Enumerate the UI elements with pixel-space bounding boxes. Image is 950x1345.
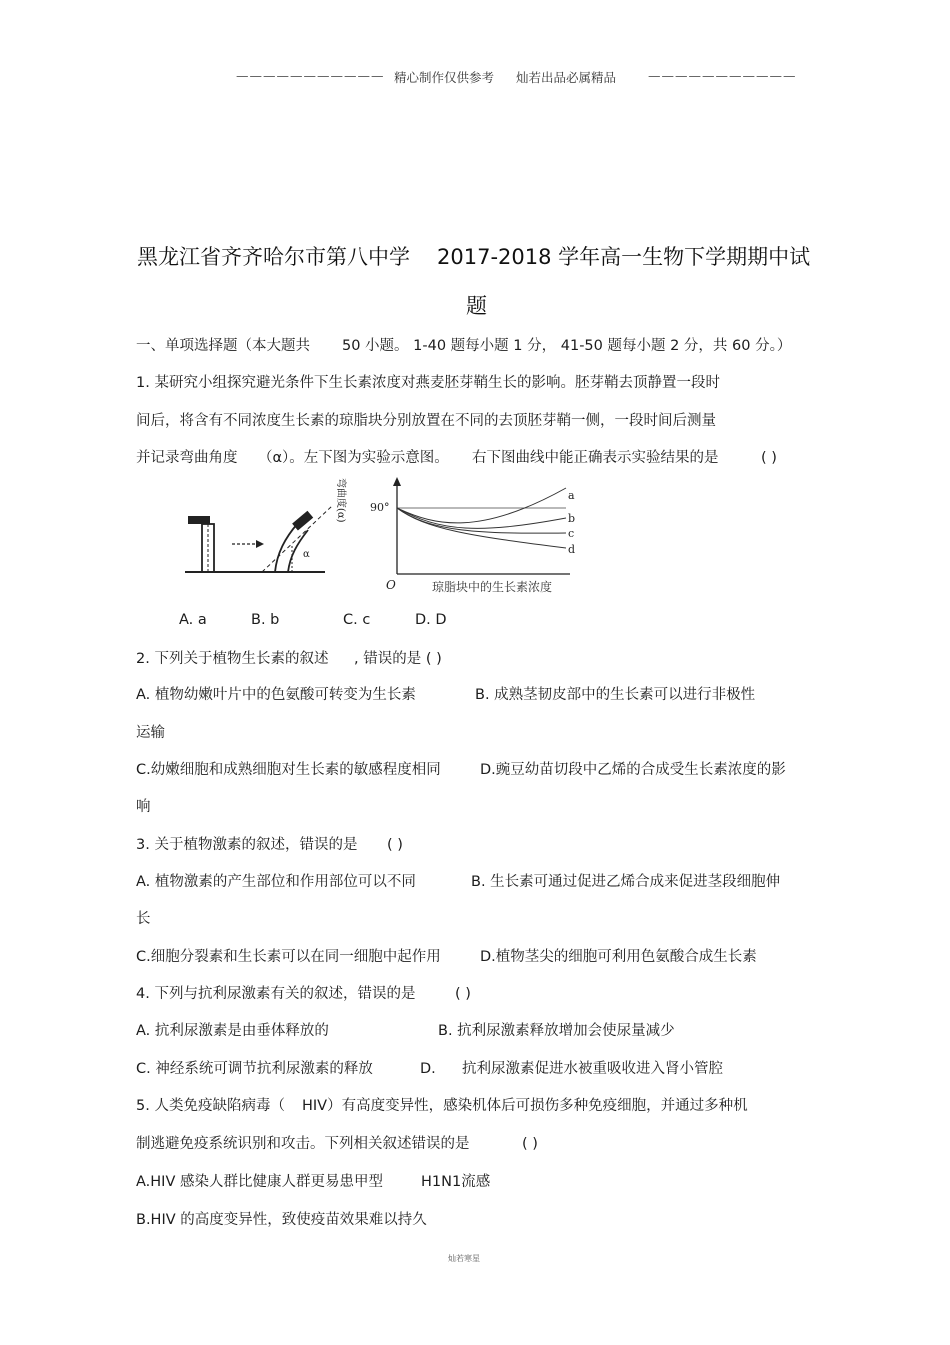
q2-stem-part2: , 错误的是 ( )	[354, 651, 442, 667]
q2-option-d-cont: 响	[136, 799, 151, 815]
title-line1-part2: 2017-2018 学年高一生物下学期期中试	[437, 245, 811, 269]
q2-option-d: D.豌豆幼苗切段中乙烯的合成受生长素浓度的影	[480, 762, 786, 778]
footer-text: 灿若寒星	[448, 1254, 480, 1263]
header-dashes-left: ———————————	[236, 68, 385, 83]
q4-option-a: A. 抗利尿激素是由垂体释放的	[136, 1023, 329, 1039]
q1-line3-part2: （α）。左下图为实验示意图。	[258, 450, 449, 466]
q3-stem-part2: ( )	[387, 837, 403, 853]
q1-option-a: A. a	[179, 612, 207, 628]
title-line1-part1: 黑龙江省齐齐哈尔市第八中学	[137, 245, 410, 269]
q1-line1: 1. 某研究小组探究避光条件下生长素浓度对燕麦胚芽鞘生长的影响。胚芽鞘去顶静置一段时	[136, 375, 720, 391]
title-line2: 题	[466, 294, 487, 318]
curve-label-a: a	[568, 489, 575, 502]
q1-option-d: D. D	[415, 612, 447, 628]
q4-option-d-label: D.	[420, 1061, 436, 1077]
experiment-diagram	[180, 478, 345, 578]
y-tick-90: 90°	[370, 501, 390, 514]
q1-line2: 间后，将含有不同浓度生长素的琼脂块分别放置在不同的去顶胚芽鞘一侧，一段时间后测量	[136, 413, 716, 429]
q3-stem-part1: 3. 关于植物激素的叙述，错误的是	[136, 837, 358, 853]
y-axis-label: 弯曲度(α)	[335, 478, 346, 523]
q2-option-a: A. 植物幼嫩叶片中的色氨酸可转变为生长素	[136, 687, 416, 703]
q3-option-d: D.植物茎尖的细胞可利用色氨酸合成生长素	[480, 949, 757, 965]
q1-option-b: B. b	[251, 612, 280, 628]
q3-option-a: A. 植物激素的产生部位和作用部位可以不同	[136, 874, 416, 890]
q5-option-a-part2: H1N1流感	[421, 1174, 491, 1190]
origin-label: O	[386, 578, 396, 592]
q5-option-a-part1: A.HIV 感染人群比健康人群更易患甲型	[136, 1174, 383, 1190]
x-axis-label: 琼脂块中的生长素浓度	[432, 580, 553, 594]
header-dashes-right: ———————————	[648, 68, 797, 83]
header-left-text: 精心制作仅供参考	[394, 70, 495, 85]
q5-line2-part1: 制逃避免疫系统识别和攻击。下列相关叙述错误的是	[136, 1136, 470, 1152]
curve-label-b: b	[568, 512, 576, 525]
q1-option-c: C. c	[343, 612, 371, 628]
q5-line1-part2: HIV）有高度变异性，感染机体后可损伤多种免疫细胞，并通过多种机	[302, 1098, 748, 1114]
q2-stem-part1: 2. 下列关于植物生长素的叙述	[136, 651, 329, 667]
section-heading-part2: 50 小题。 1-40 题每小题 1 分， 41-50 题每小题 2 分，共 60 分。）	[342, 338, 792, 354]
curve-graph	[330, 474, 610, 596]
q2-option-b-cont: 运输	[136, 725, 165, 741]
q4-option-d: 抗利尿激素促进水被重吸收进入肾小管腔	[462, 1061, 723, 1077]
q5-option-b: B.HIV 的高度变异性，致使疫苗效果难以持久	[136, 1212, 427, 1228]
q1-line3-part3: 右下图曲线中能正确表示实验结果的是	[472, 450, 719, 466]
alpha-label: α	[303, 549, 310, 560]
q1-line3-part1: 并记录弯曲角度	[136, 450, 238, 466]
q4-option-b: B. 抗利尿激素释放增加会使尿量减少	[438, 1023, 675, 1039]
curve-label-d: d	[568, 543, 576, 556]
curve-label-c: c	[568, 527, 575, 540]
q5-line2-part2: ( )	[522, 1136, 538, 1152]
q2-option-b: B. 成熟茎韧皮部中的生长素可以进行非极性	[475, 687, 756, 703]
q1-line3-paren: ( )	[761, 450, 777, 466]
q3-option-c: C.细胞分裂素和生长素可以在同一细胞中起作用	[136, 949, 441, 965]
q4-stem-part2: ( )	[455, 986, 471, 1002]
section-heading-part1: 一、单项选择题（本大题共	[136, 338, 310, 354]
header-right-text: 灿若出品必属精品	[516, 70, 617, 85]
q4-option-c: C. 神经系统可调节抗利尿激素的释放	[136, 1061, 373, 1077]
q2-option-c: C.幼嫩细胞和成熟细胞对生长素的敏感程度相同	[136, 762, 441, 778]
q3-option-b: B. 生长素可通过促进乙烯合成来促进茎段细胞伸	[471, 874, 781, 890]
q4-stem-part1: 4. 下列与抗利尿激素有关的叙述，错误的是	[136, 986, 416, 1002]
q3-option-b-cont: 长	[136, 911, 151, 927]
q5-line1-part1: 5. 人类免疫缺陷病毒（	[136, 1098, 285, 1114]
